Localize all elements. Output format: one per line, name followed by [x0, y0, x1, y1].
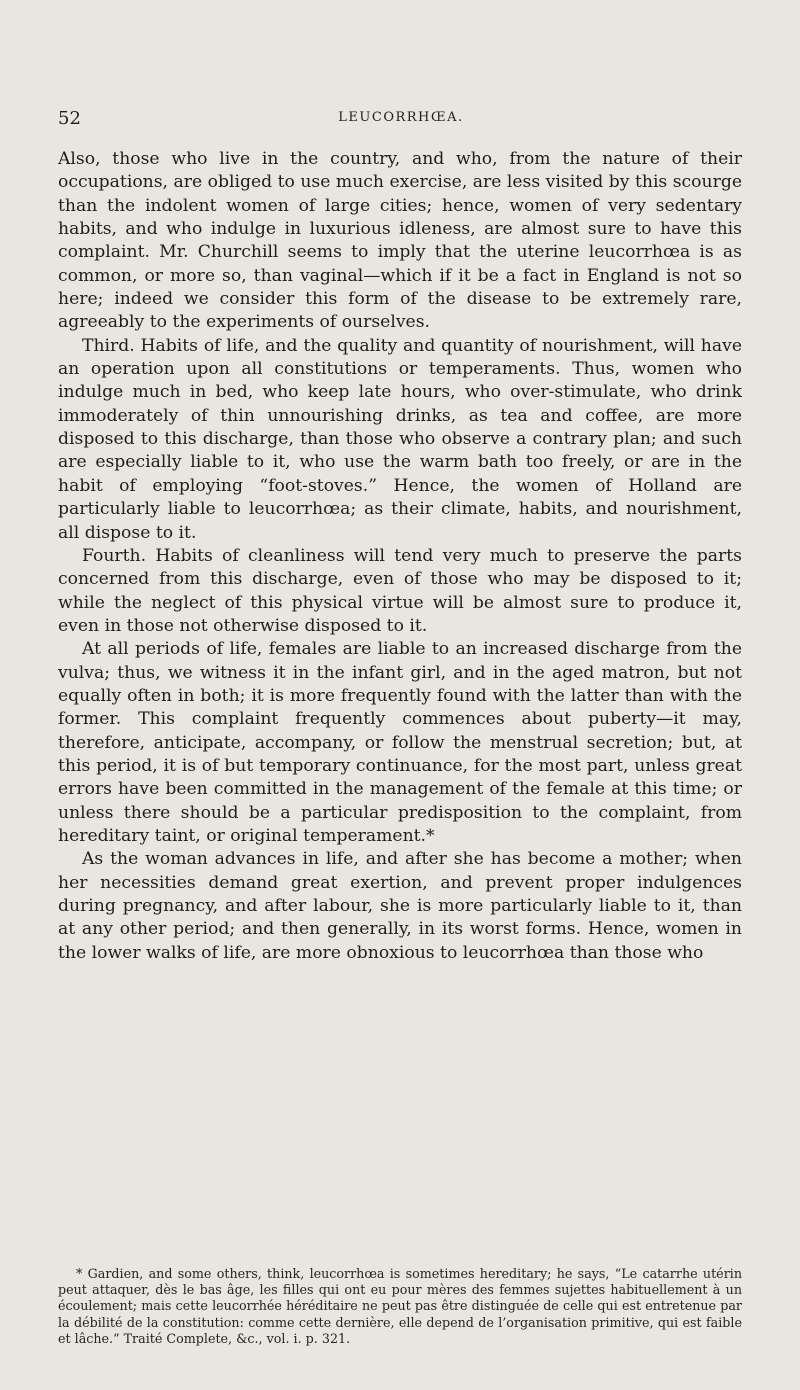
paragraph: At all periods of life, females are liable to an increased discharge from the vulva; thus, we witness it in the infant girl, and in the aged matron, but not equally often in both; it is more frequently found with the latter than with the former. This complaint frequently commences about puberty—it may, therefore, anticipate, accompany, or follow the menstrual secretion; but, at this period, it is of but temporary continuance, for the most part, unless great errors have been committed in the management of the female at this time; or unless there should be a particular predisposition to the complaint, from hereditary taint, or original temperament.* [58, 639, 742, 846]
page-number: 52 [58, 108, 81, 129]
footnote: * Gardien, and some others, think, leucorrhœa is sometimes hereditary; he says, “Le catarrhe utérin peut attaquer, dès le bas âge, les filles qui ont eu pour mères des femmes sujettes habituellement à un écoulement; mais cette leucorrhée héréditaire ne peut pas être distinguée de celle qui est entretenue par la débilité de la constitution: comme cette dernière, elle depend de l’organisation primitive, qui est faible et lâche.” Traité Complete, &c., vol. i. p. 321. [58, 1266, 742, 1346]
paragraph: As the woman advances in life, and after she has become a mother; when her necessities demand great exertion, and prevent proper indulgences during pregnancy, and after labour, she is more particularly liable to it, than at any other period; and then generally, in its worst forms. Hence, women in the lower walks of life, are more obnoxious to leucorrhœa than those who [58, 849, 742, 963]
running-head [58, 108, 744, 130]
paragraph: Third. Habits of life, and the quality and quantity of nourishment, will have an operation upon all constitutions or temperaments. Thus, women who indulge much in bed, who keep late hours, who over-stimulate, who drink immoderately of thin unnourishing drinks, as tea and coffee, are more disposed to this discharge, than those who observe a contrary plan; and such are especially liable to it, who use the warm bath too freely, or are in the habit of employing “foot-stoves.” Hence, the women of Holland are particularly liable to leucorrhœa; as their climate, habits, and nourishment, all dispose to it. [58, 335, 742, 543]
running-title: LEUCORRHŒA. [338, 110, 464, 125]
paragraph: Fourth. Habits of cleanliness will tend very much to preserve the parts concerned from this discharge, even of those who may be disposed to it; while the neglect of this physical virtue will be almost sure to produce it, even in those not otherwise disposed to it. [58, 545, 742, 636]
body-text [58, 148, 742, 965]
paragraph: Also, those who live in the country, and who, from the nature of their occupations, are obliged to use much exercise, are less visited by this scourge than the indolent women of large cities; hence, women of very sedentary habits, and who indulge in luxurious idleness, are almost sure to have this complaint. Mr. Churchill seems to imply that the uterine leucorrhœa is as common, or more so, than vaginal—which if it be a fact in England is not so here; indeed we consider this form of the disease to be extremely rare, agreeably to the experiments of ourselves. [58, 149, 742, 333]
